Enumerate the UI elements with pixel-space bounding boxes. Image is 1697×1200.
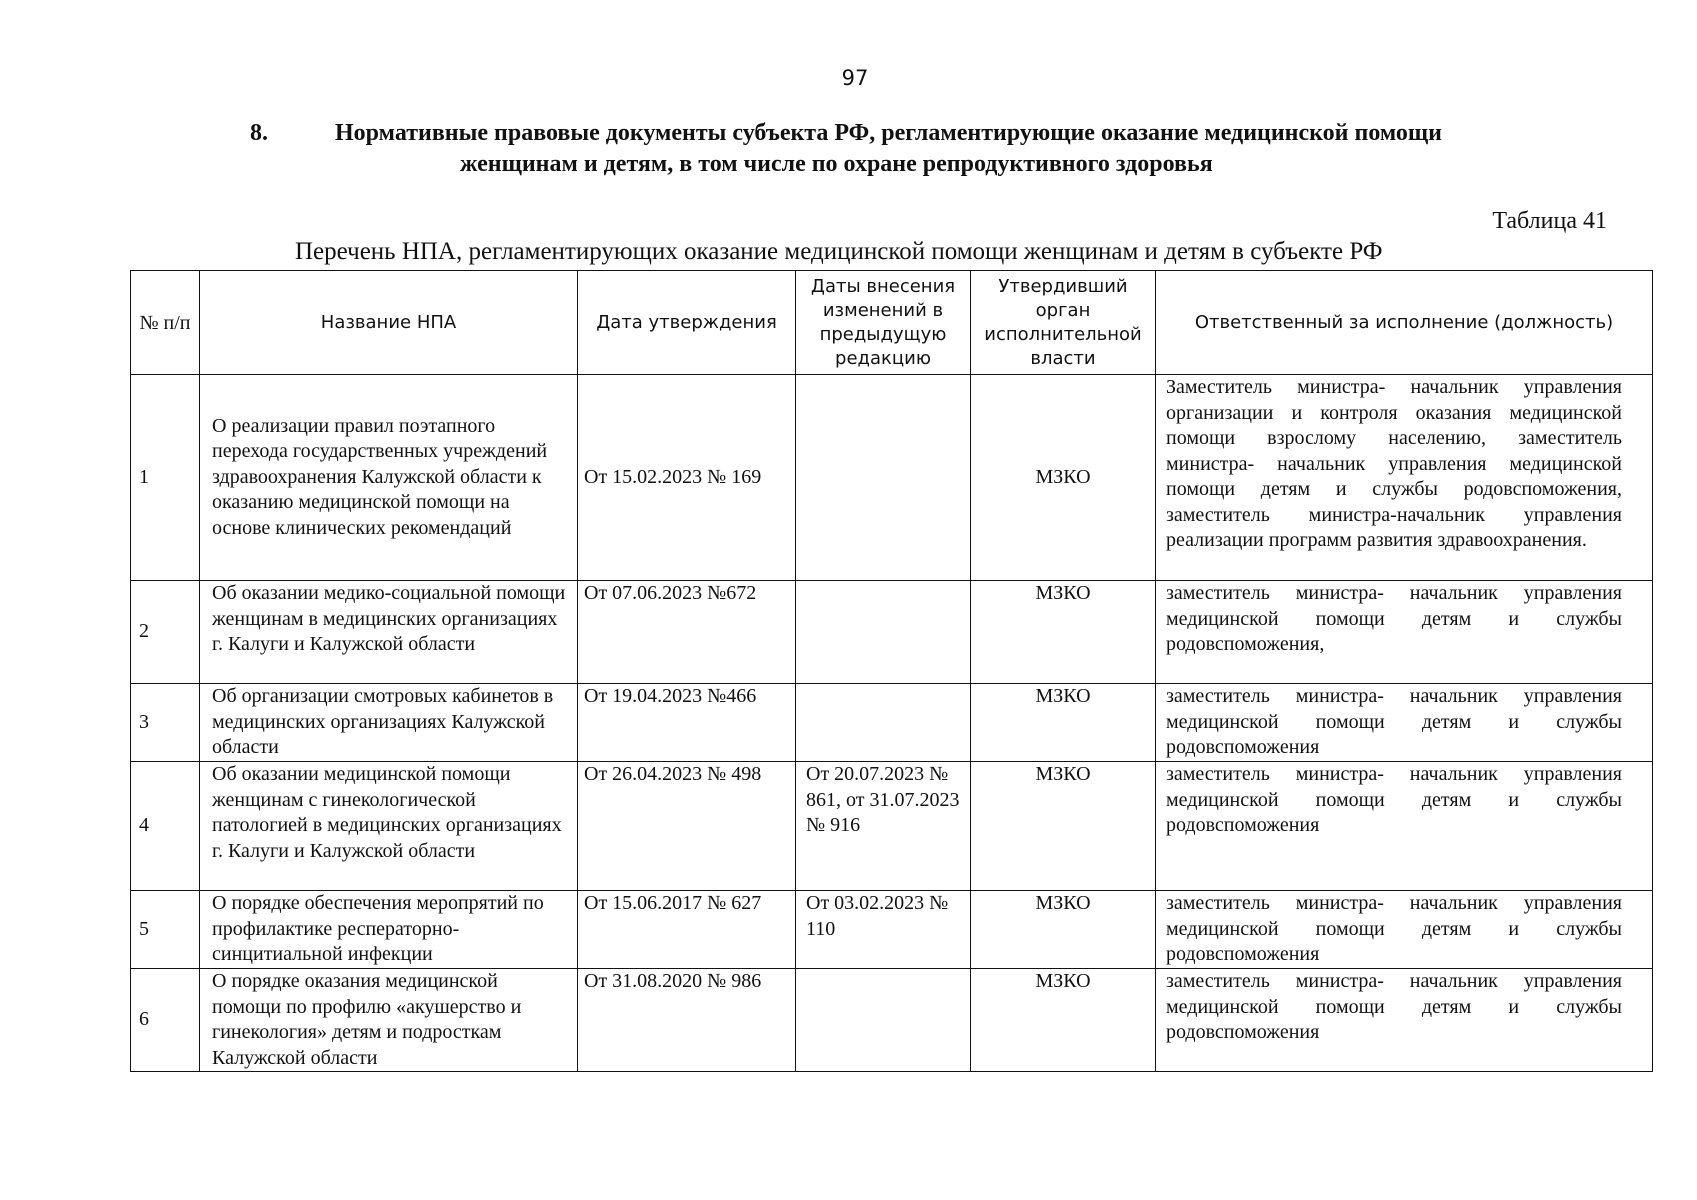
row-num: 2 xyxy=(131,581,200,684)
row-name: Об организации смотровых кабинетов в медицинских организациях Калужской области xyxy=(200,684,578,762)
row-changes: От 03.02.2023 № 110 xyxy=(796,891,971,969)
section-number: 8. xyxy=(250,120,268,146)
table-caption: Перечень НПА, регламентирующих оказание медицинской помощи женщинам и детям в субъекте РФ xyxy=(295,238,1383,265)
row-changes xyxy=(796,581,971,684)
header-org: Утвердивший орган исполнительной власти xyxy=(971,271,1156,375)
table-row xyxy=(131,891,1653,969)
header-num: № п/п xyxy=(131,271,200,375)
row-num: 3 xyxy=(131,684,200,762)
row-changes xyxy=(796,684,971,762)
row-num: 6 xyxy=(131,969,200,1072)
row-responsible: заместитель министра- начальник управления медицинской помощи детям и службы родовспоможения xyxy=(1156,891,1653,969)
table-row xyxy=(131,684,1653,762)
row-org: МЗКО xyxy=(971,969,1156,1072)
row-responsible: Заместитель министра- начальник управления организации и контроля оказания медицинской помощи взрослому населению, заместитель министра- начальник управления медицинской помощи детям и службы родовспоможения, заместитель министра-начальник управления реализации программ развития здравоохранения. xyxy=(1156,375,1653,581)
header-name: Название НПА xyxy=(200,271,578,375)
row-num: 1 xyxy=(131,375,200,581)
row-responsible: заместитель министра- начальник управления медицинской помощи детям и службы родовспоможения xyxy=(1156,762,1653,891)
row-org: МЗКО xyxy=(971,891,1156,969)
row-name: Об оказании медицинской помощи женщинам с гинекологической патологией в медицинских организациях г. Калуги и Калужской области xyxy=(200,762,578,891)
row-changes xyxy=(796,375,971,581)
row-changes: От 20.07.2023 № 861, от 31.07.2023 № 916 xyxy=(796,762,971,891)
row-responsible: заместитель министра- начальник управления медицинской помощи детям и службы родовспоможения xyxy=(1156,969,1653,1072)
row-name: Об оказании медико-социальной помощи женщинам в медицинских организациях г. Калуги и Калужской области xyxy=(200,581,578,684)
row-num: 4 xyxy=(131,762,200,891)
row-date: От 19.04.2023 №466 xyxy=(578,684,796,762)
row-org: МЗКО xyxy=(971,375,1156,581)
header-date: Дата утверждения xyxy=(578,271,796,375)
row-responsible: заместитель министра- начальник управления медицинской помощи детям и службы родовспоможения xyxy=(1156,684,1653,762)
section-title-line2: женщинам и детям, в том числе по охране репродуктивного здоровья xyxy=(460,151,1213,177)
row-date: От 31.08.2020 № 986 xyxy=(578,969,796,1072)
table-label: Таблица 41 xyxy=(1492,208,1607,234)
section-title-line1: Нормативные правовые документы субъекта РФ, регламентирующие оказание медицинской помощи xyxy=(335,120,1442,146)
table-row xyxy=(131,375,1653,581)
row-name: О реализации правил поэтапного перехода государственных учреждений здравоохранения Калужской области к оказанию медицинской помощи на основе клинических рекомендаций xyxy=(200,375,578,581)
row-name: О порядке обеспечения меропрятий по профилактике респераторно-синцитиальной инфекции xyxy=(200,891,578,969)
row-org: МЗКО xyxy=(971,581,1156,684)
npa-table xyxy=(130,270,1653,1072)
row-num: 5 xyxy=(131,891,200,969)
table-header-row xyxy=(131,271,1653,375)
row-date: От 15.02.2023 № 169 xyxy=(578,375,796,581)
page-number: 97 xyxy=(841,66,869,90)
row-org: МЗКО xyxy=(971,762,1156,891)
table-row xyxy=(131,581,1653,684)
row-date: От 07.06.2023 №672 xyxy=(578,581,796,684)
row-date: От 15.06.2017 № 627 xyxy=(578,891,796,969)
row-org: МЗКО xyxy=(971,684,1156,762)
header-changes: Даты внесения изменений в предыдущую редакцию xyxy=(796,271,971,375)
row-changes xyxy=(796,969,971,1072)
table-row xyxy=(131,969,1653,1072)
table-row xyxy=(131,762,1653,891)
header-responsible: Ответственный за исполнение (должность) xyxy=(1156,271,1653,375)
row-date: От 26.04.2023 № 498 xyxy=(578,762,796,891)
row-responsible: заместитель министра- начальник управления медицинской помощи детям и службы родовспоможения, xyxy=(1156,581,1653,684)
row-name: О порядке оказания медицинской помощи по профилю «акушерство и гинекология» детям и подросткам Калужской области xyxy=(200,969,578,1072)
